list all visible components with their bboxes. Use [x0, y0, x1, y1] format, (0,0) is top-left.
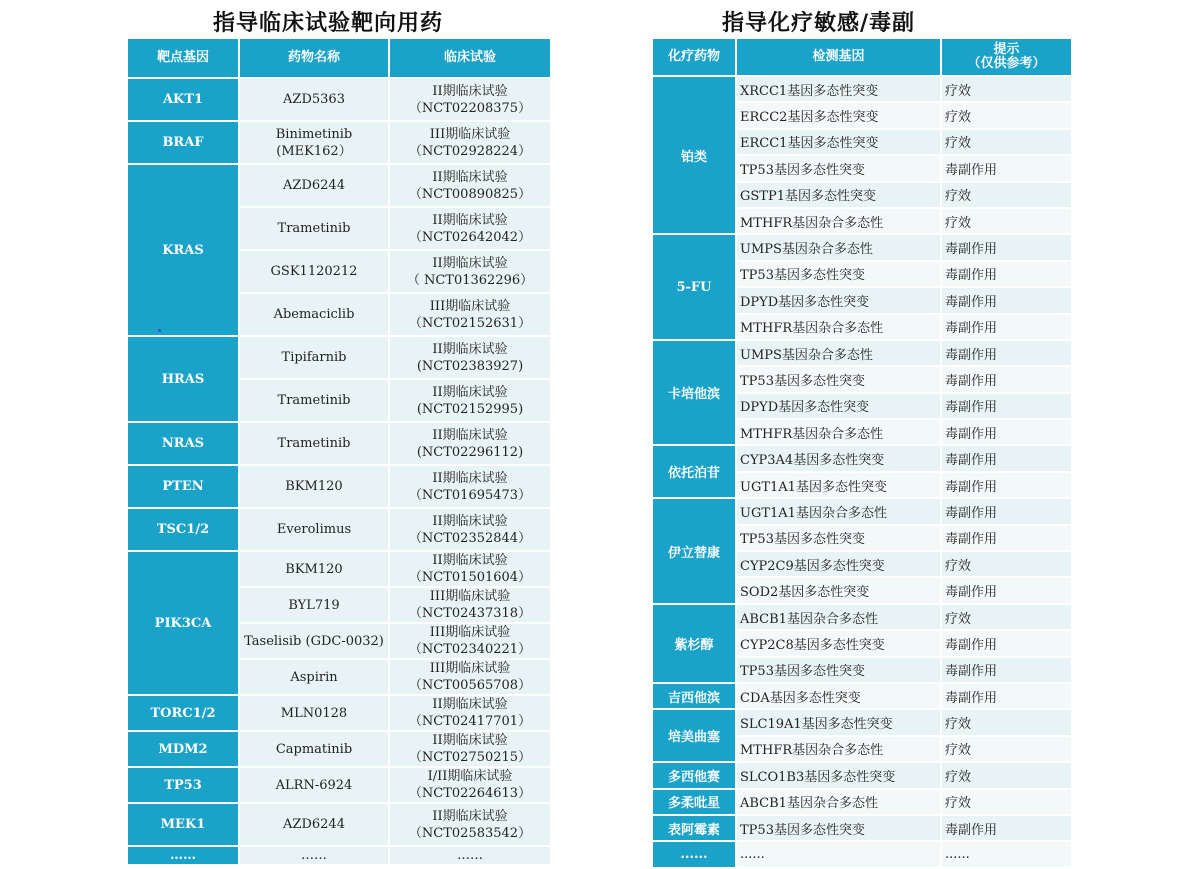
table-row — [652, 709, 1072, 735]
drug-name-cell: Binimetinib (MEK162） — [239, 121, 389, 164]
chemo-drug-cell: 多西他赛 — [652, 762, 736, 788]
table-row — [127, 803, 551, 846]
test-gene-cell: CDA基因多态性突变 — [736, 683, 941, 709]
drug-name-cell: ALRN-6924 — [239, 767, 389, 803]
chemo-drug-cell: 吉西他滨 — [652, 683, 736, 709]
trial-id: （NCT02750215） — [408, 750, 532, 765]
drug-name-cell: Trametinib — [239, 422, 389, 465]
trial-phase: II期临床试验 — [432, 427, 508, 443]
trial-phase: III期临床试验 — [429, 298, 511, 314]
target-gene-cell: TSC1/2 — [127, 508, 239, 551]
drug-name-cell: Abemaciclib — [239, 293, 389, 336]
trial-id: （NCT02208375） — [408, 100, 532, 116]
table-row — [127, 465, 551, 508]
trial-id: （NCT02352844） — [408, 530, 532, 546]
drug-name-cell: AZD6244 — [239, 164, 389, 207]
table-row — [127, 767, 551, 803]
clinical-trial-cell — [389, 336, 551, 379]
trial-id: （NCT02642042） — [408, 229, 532, 245]
hint-cell: 毒副作用 — [941, 234, 1072, 260]
trial-phase: II期临床试验 — [432, 808, 508, 824]
table-row — [652, 789, 1072, 815]
test-gene-cell: MTHFR基因杂合多态性 — [736, 208, 941, 234]
drug-name-cell: …… — [239, 846, 389, 865]
header-target-gene: 靶点基因 — [127, 38, 239, 78]
chemo-drug-cell: 伊立替康 — [652, 498, 736, 604]
clinical-trial-cell — [389, 379, 551, 422]
chemo-drug-cell: 紫杉醇 — [652, 604, 736, 683]
hint-cell: 毒副作用 — [941, 287, 1072, 313]
trial-phase: III期临床试验 — [429, 126, 511, 142]
clinical-trial-cell — [389, 121, 551, 164]
test-gene-cell: CYP2C9基因多态性突变 — [736, 551, 941, 577]
trial-phase: II期临床试验 — [432, 255, 508, 271]
clinical-trial-cell — [389, 623, 551, 659]
trial-phase: III期临床试验 — [429, 661, 511, 676]
table-row — [652, 76, 1072, 102]
hint-cell: 疗效 — [941, 762, 1072, 788]
test-gene-cell: TP53基因多态性突变 — [736, 261, 941, 287]
chemo-drug-cell: 表阿霉素 — [652, 815, 736, 841]
test-gene-cell: SLCO1B3基因多态性突变 — [736, 762, 941, 788]
target-gene-cell: PIK3CA — [127, 551, 239, 695]
trial-phase: …… — [457, 848, 483, 863]
hint-cell: 毒副作用 — [941, 155, 1072, 181]
clinical-trial-cell — [389, 164, 551, 207]
target-gene-cell: BRAF — [127, 121, 239, 164]
clinical-trial-cell — [389, 731, 551, 767]
header-hint-note: （仅供参考） — [967, 56, 1046, 71]
clinical-trial-cell — [389, 846, 551, 865]
clinical-trial-cell — [389, 465, 551, 508]
drug-name-cell: Trametinib — [239, 379, 389, 422]
drug-name-cell: MLN0128 — [239, 695, 389, 731]
test-gene-cell: MTHFR基因杂合多态性 — [736, 314, 941, 340]
trial-id: （NCT02928224） — [408, 143, 532, 159]
header-hint-label: 提示 — [993, 42, 1020, 57]
trial-id: （NCT02437318） — [408, 606, 532, 621]
drug-name-cell: Capmatinib — [239, 731, 389, 767]
left-table-title: 指导临床试验靶向用药 — [213, 10, 444, 36]
target-gene-cell: …… — [127, 846, 239, 865]
table-row — [652, 340, 1072, 366]
target-gene-cell: AKT1 — [127, 78, 239, 121]
hint-cell: 疗效 — [941, 208, 1072, 234]
drug-name-cell: Everolimus — [239, 508, 389, 551]
hint-cell: 疗效 — [941, 102, 1072, 128]
test-gene-cell: TP53基因多态性突变 — [736, 657, 941, 683]
clinical-trial-cell — [389, 78, 551, 121]
drug-name-cell: BYL719 — [239, 587, 389, 623]
drug-name-cell: BKM120 — [239, 465, 389, 508]
target-gene-cell: KRAS — [127, 164, 239, 336]
hint-cell: 毒副作用 — [941, 419, 1072, 445]
hint-cell: 毒副作用 — [941, 261, 1072, 287]
hint-cell: 毒副作用 — [941, 393, 1072, 419]
clinical-trial-cell — [389, 695, 551, 731]
test-gene-cell: CYP2C8基因多态性突变 — [736, 630, 941, 656]
hint-cell: 毒副作用 — [941, 657, 1072, 683]
hint-cell: 疗效 — [941, 709, 1072, 735]
hint-cell: 疗效 — [941, 789, 1072, 815]
hint-cell: 疗效 — [941, 551, 1072, 577]
trial-phase: II期临床试验 — [432, 470, 508, 486]
test-gene-cell: XRCC1基因多态性突变 — [736, 76, 941, 102]
chemo-drug-cell: 铂类 — [652, 76, 736, 234]
test-gene-cell: DPYD基因多态性突变 — [736, 393, 941, 419]
header-drug-name: 药物名称 — [239, 38, 389, 78]
target-gene-cell: MDM2 — [127, 731, 239, 767]
targeted-drug-table — [126, 37, 552, 866]
clinical-trial-cell — [389, 508, 551, 551]
hint-cell: 疗效 — [941, 76, 1072, 102]
test-gene-cell: SOD2基因多态性突变 — [736, 577, 941, 603]
trial-phase: II期临床试验 — [432, 384, 508, 400]
chemo-drug-cell: ...... — [652, 841, 736, 867]
chemo-drug-cell: 多柔吡星 — [652, 789, 736, 815]
header-chemo-drug: 化疗药物 — [652, 38, 736, 76]
trial-id: （NCT00890825） — [408, 186, 532, 202]
header-clinical-trial: 临床试验 — [389, 38, 551, 78]
table-row — [127, 731, 551, 767]
test-gene-cell: UMPS基因杂合多态性 — [736, 234, 941, 260]
target-gene-cell: MEK1 — [127, 803, 239, 846]
test-gene-cell: MTHFR基因杂合多态性 — [736, 419, 941, 445]
hint-cell: 疗效 — [941, 736, 1072, 762]
table-row — [652, 234, 1072, 260]
trial-phase: I/II期临床试验 — [427, 769, 513, 784]
trial-id: （NCT02152631） — [408, 315, 532, 331]
hint-cell: 疗效 — [941, 604, 1072, 630]
trial-id: （NCT01501604） — [408, 570, 532, 585]
drug-name-cell: Aspirin — [239, 659, 389, 695]
trial-phase: II期临床试验 — [432, 553, 508, 568]
table-row — [127, 551, 551, 587]
trial-phase: II期临床试验 — [432, 83, 508, 99]
target-gene-cell: NRAS — [127, 422, 239, 465]
trial-id: （NCT02583542） — [408, 825, 532, 841]
trial-phase: II期临床试验 — [432, 169, 508, 185]
target-gene-cell: PTEN — [127, 465, 239, 508]
table-row — [127, 78, 551, 121]
trial-id: （NCT02340221） — [408, 642, 532, 657]
test-gene-cell: SLC19A1基因多态性突变 — [736, 709, 941, 735]
trial-id: （NCT02264613） — [408, 786, 532, 801]
table-row — [127, 336, 551, 379]
trial-phase: II期临床试验 — [432, 733, 508, 748]
hint-cell: 毒副作用 — [941, 366, 1072, 392]
chemo-sensitivity-table — [651, 37, 1073, 869]
test-gene-cell: ...... — [736, 841, 941, 867]
drug-name-cell: Tipifarnib — [239, 336, 389, 379]
trial-id: （NCT01695473） — [408, 487, 532, 503]
hint-cell: 毒副作用 — [941, 445, 1072, 471]
hint-cell: 毒副作用 — [941, 815, 1072, 841]
table-row — [652, 762, 1072, 788]
test-gene-cell: GSTP1基因多态性突变 — [736, 182, 941, 208]
clinical-trial-cell — [389, 767, 551, 803]
test-gene-cell: UGT1A1基因多态性突变 — [736, 472, 941, 498]
test-gene-cell: TP53基因多态性突变 — [736, 815, 941, 841]
test-gene-cell: TP53基因多态性突变 — [736, 155, 941, 181]
hint-cell: 毒副作用 — [941, 472, 1072, 498]
test-gene-cell: MTHFR基因杂合多态性 — [736, 736, 941, 762]
trial-phase: III期临床试验 — [429, 625, 511, 640]
table-row — [652, 841, 1072, 867]
hint-cell: 毒副作用 — [941, 314, 1072, 340]
test-gene-cell: DPYD基因多态性突变 — [736, 287, 941, 313]
chemo-drug-cell: 5-FU — [652, 234, 736, 340]
drug-name-cell: Taselisib (GDC-0032) — [239, 623, 389, 659]
hint-cell: 毒副作用 — [941, 683, 1072, 709]
test-gene-cell: ABCB1基因杂合多态性 — [736, 789, 941, 815]
trial-id: (NCT02152995) — [416, 401, 524, 417]
test-gene-cell: TP53基因多态性突变 — [736, 366, 941, 392]
table-row — [652, 604, 1072, 630]
table-row — [127, 695, 551, 731]
clinical-trial-cell — [389, 803, 551, 846]
test-gene-cell: UMPS基因杂合多态性 — [736, 340, 941, 366]
clinical-trial-cell — [389, 250, 551, 293]
table-row — [127, 121, 551, 164]
hint-cell: 疗效 — [941, 182, 1072, 208]
header-test-gene: 检测基因 — [736, 38, 941, 76]
trial-id: （ NCT01362296） — [406, 272, 534, 288]
clinical-trial-cell — [389, 207, 551, 250]
clinical-trial-cell — [389, 551, 551, 587]
trial-id: （NCT02417701） — [408, 714, 532, 729]
trial-id: （NCT00565708） — [408, 678, 532, 693]
clinical-trial-cell — [389, 293, 551, 336]
trial-id: (NCT02383927) — [416, 358, 524, 374]
table-row — [652, 445, 1072, 471]
drug-name-cell: GSK1120212 — [239, 250, 389, 293]
header-hint — [941, 38, 1072, 76]
drug-name-cell: AZD5363 — [239, 78, 389, 121]
chemo-drug-cell: 依托泊苷 — [652, 445, 736, 498]
trial-id: (NCT02296112) — [416, 444, 524, 460]
hint-cell: 毒副作用 — [941, 340, 1072, 366]
hint-cell: 毒副作用 — [941, 577, 1072, 603]
target-gene-cell: TORC1/2 — [127, 695, 239, 731]
right-table-title: 指导化疗敏感/毒副 — [722, 10, 916, 36]
hint-cell: ...... — [941, 841, 1072, 867]
trial-phase: II期临床试验 — [432, 513, 508, 529]
trial-phase: II期临床试验 — [432, 212, 508, 228]
test-gene-cell: TP53基因多态性突变 — [736, 525, 941, 551]
trial-phase: II期临床试验 — [432, 341, 508, 357]
table-row — [652, 498, 1072, 524]
test-gene-cell: ERCC2基因多态性突变 — [736, 102, 941, 128]
chemo-drug-cell: 培美曲塞 — [652, 709, 736, 762]
test-gene-cell: CYP3A4基因多态性突变 — [736, 445, 941, 471]
trial-phase: II期临床试验 — [432, 697, 508, 712]
table-row — [127, 846, 551, 865]
target-gene-cell: TP53 — [127, 767, 239, 803]
hint-cell: 毒副作用 — [941, 630, 1072, 656]
clinical-trial-cell — [389, 587, 551, 623]
drug-name-cell: AZD6244 — [239, 803, 389, 846]
table-row — [127, 164, 551, 207]
trial-phase: III期临床试验 — [429, 589, 511, 604]
hint-cell: 疗效 — [941, 129, 1072, 155]
table-row — [652, 815, 1072, 841]
table-row — [127, 508, 551, 551]
test-gene-cell: ABCB1基因杂合多态性 — [736, 604, 941, 630]
table-row — [652, 683, 1072, 709]
test-gene-cell: UGT1A1基因杂合多态性 — [736, 498, 941, 524]
drug-name-cell: Trametinib — [239, 207, 389, 250]
stray-dot — [158, 329, 161, 332]
hint-cell: 毒副作用 — [941, 498, 1072, 524]
clinical-trial-cell — [389, 659, 551, 695]
drug-name-cell: BKM120 — [239, 551, 389, 587]
test-gene-cell: ERCC1基因多态性突变 — [736, 129, 941, 155]
table-row — [127, 422, 551, 465]
clinical-trial-cell — [389, 422, 551, 465]
hint-cell: 毒副作用 — [941, 525, 1072, 551]
target-gene-cell: HRAS — [127, 336, 239, 422]
chemo-drug-cell: 卡培他滨 — [652, 340, 736, 446]
